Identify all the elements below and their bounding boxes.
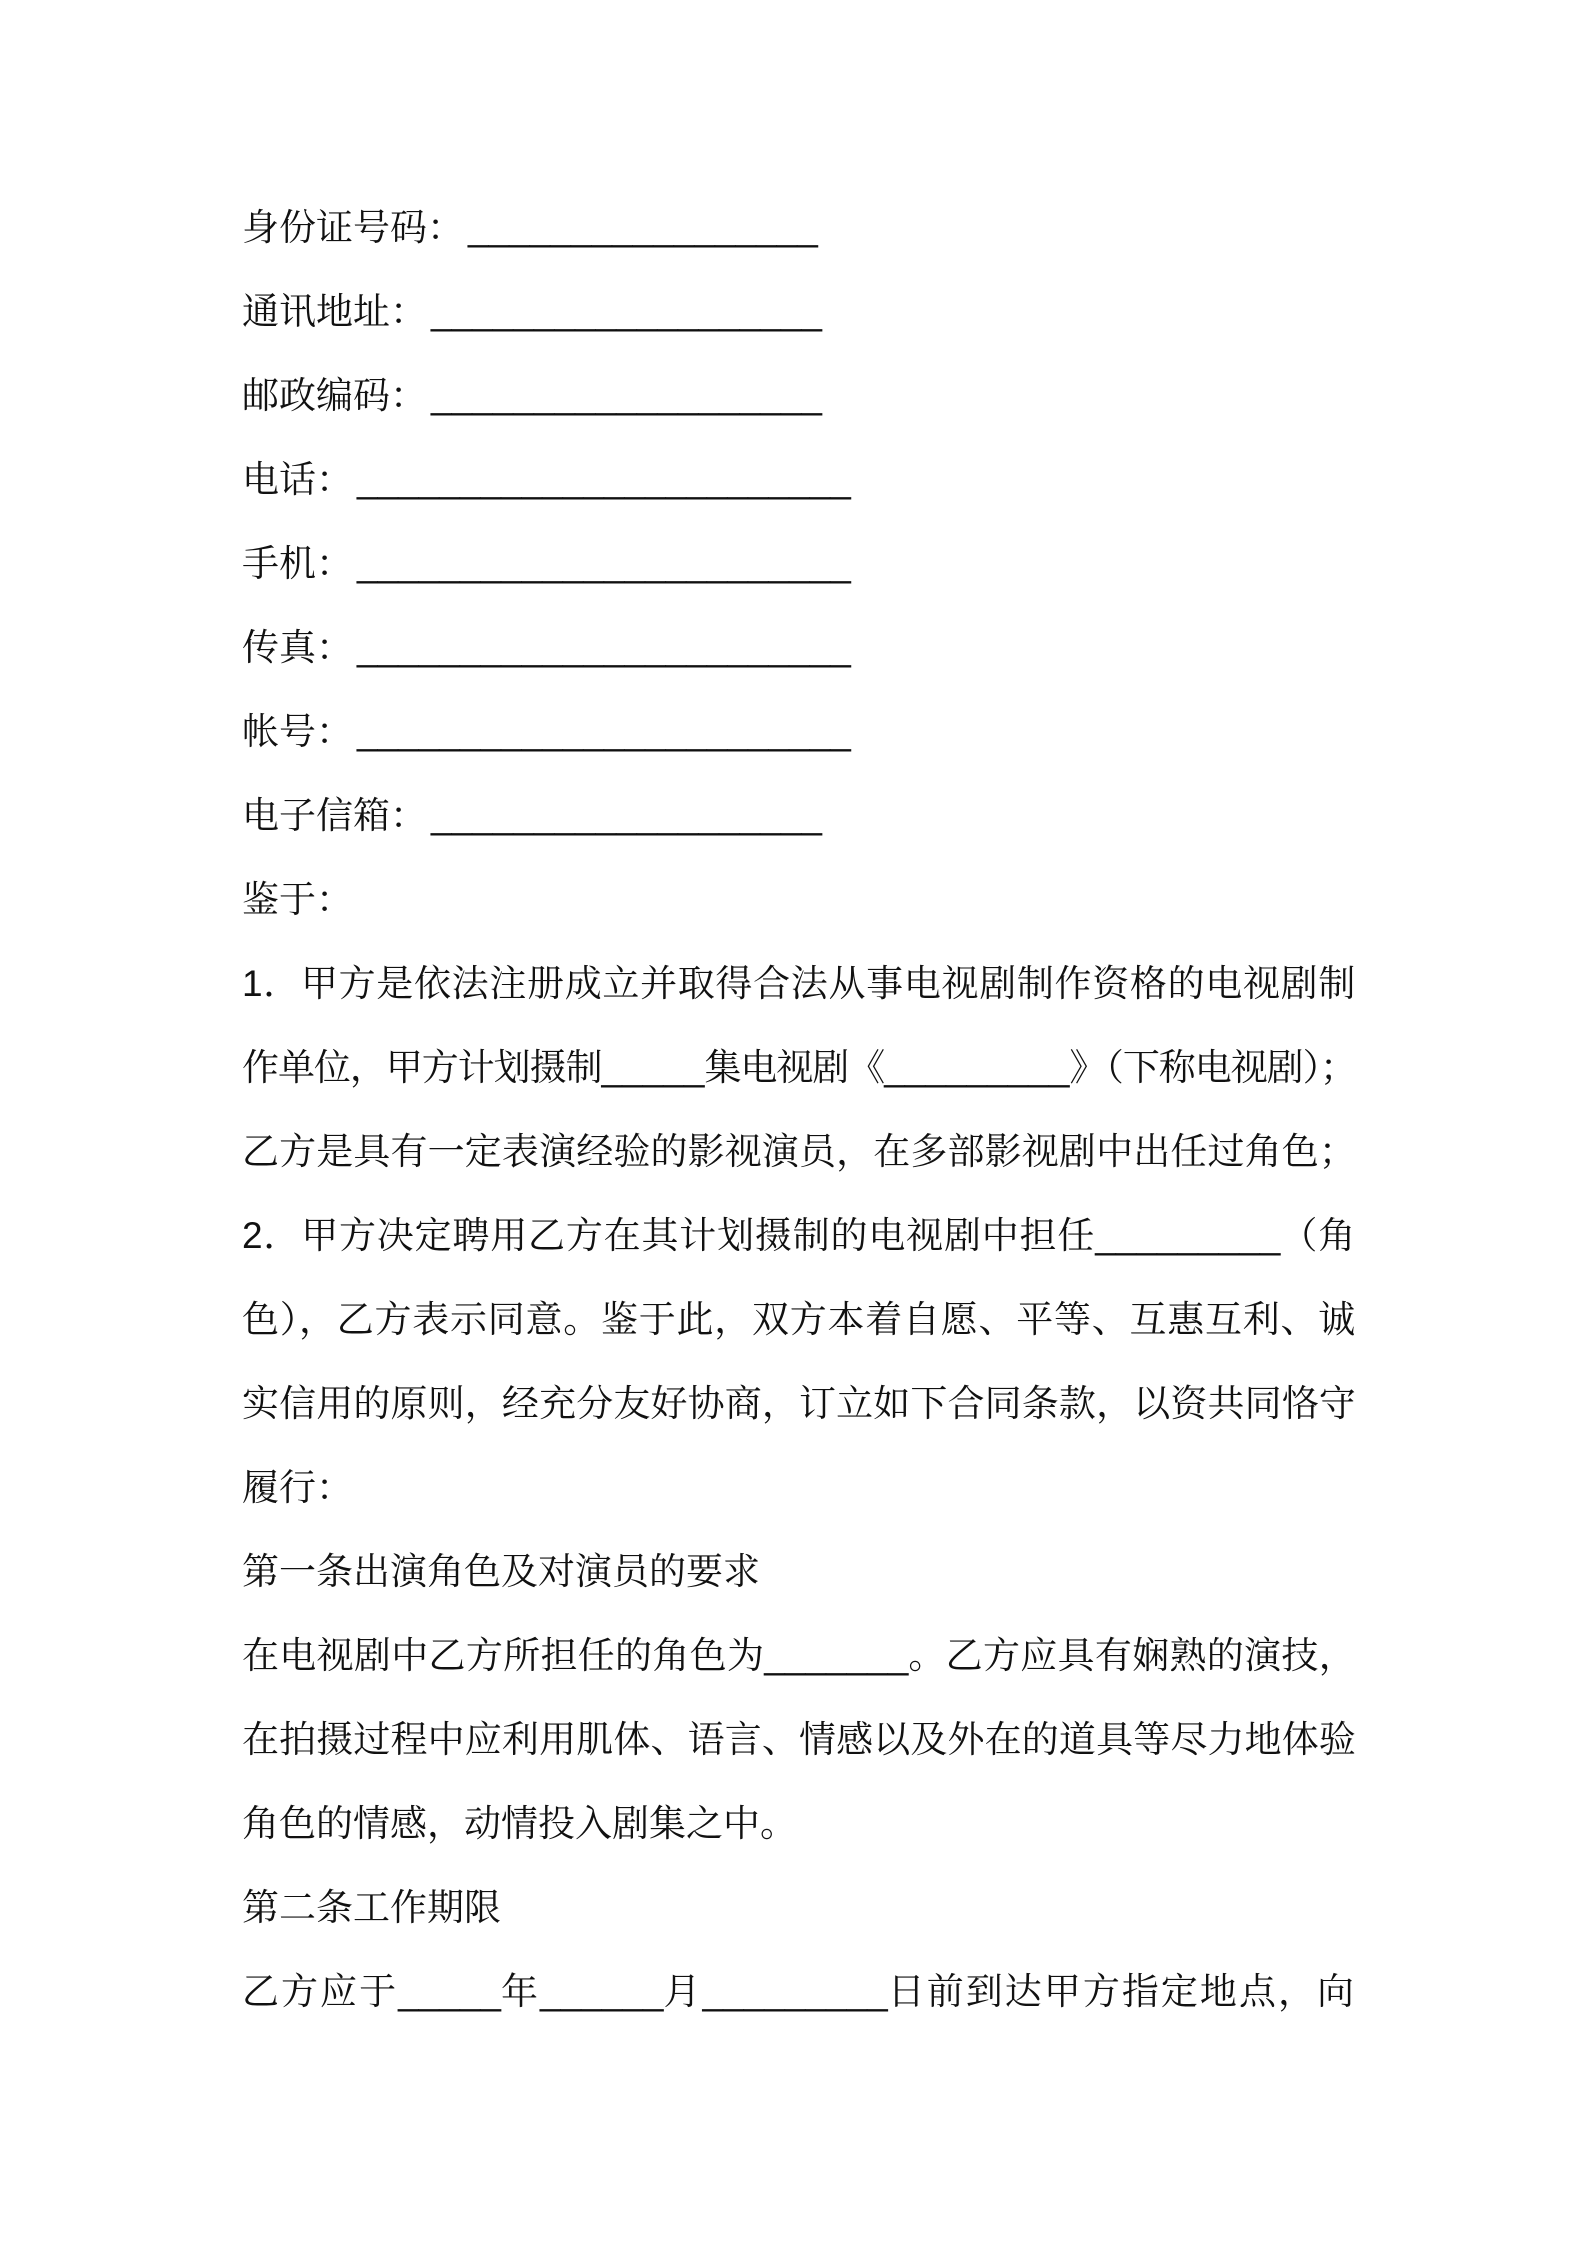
mailing-address-field (242, 270, 1356, 354)
recital-1-line (242, 1026, 1356, 1110)
field-label: 传真： (242, 627, 353, 668)
fill-in-blank: ___________________ (431, 795, 822, 836)
heading-text: 第一条出演角色及对演员的要求 (242, 1551, 760, 1592)
paragraph-text: 2．甲方决定聘用乙方在其计划摄制的电视剧中担任_________（角 (242, 1215, 1357, 1256)
paragraph-text: 1．甲方是依法注册成立并取得合法从事电视剧制作资格的电视剧制 (242, 963, 1356, 1004)
fill-in-blank: ________________________ (357, 459, 851, 500)
id-number-field (242, 186, 1356, 270)
paragraph-text: 角色的情感，动情投入剧集之中。 (242, 1803, 797, 1844)
paragraph-text: 履行： (242, 1467, 353, 1508)
fax-field (242, 606, 1356, 690)
fill-in-blank: _________________ (468, 207, 818, 248)
field-label: 邮政编码： (242, 375, 427, 416)
fill-in-blank: ______ (540, 1971, 664, 2012)
paragraph-text: 实信用的原则，经充分友好协商，订立如下合同条款，以资共同恪守 (242, 1383, 1356, 1424)
article-2-heading (242, 1866, 1356, 1950)
heading-text: 鉴于： (242, 879, 353, 920)
email-field (242, 774, 1356, 858)
field-label: 通讯地址： (242, 291, 427, 332)
recital-1-line (242, 942, 1356, 1026)
fill-in-blank: ___________________ (431, 291, 822, 332)
mobile-field (242, 522, 1356, 606)
fill-in-blank: ___________________ (431, 375, 822, 416)
fill-in-blank: ________________________ (357, 543, 851, 584)
field-label: 手机： (242, 543, 353, 584)
postal-code-field (242, 354, 1356, 438)
contract-body (242, 186, 1356, 2034)
fill-in-blank: _____ (398, 1971, 501, 2012)
fill-in-blank: ________________________ (357, 627, 851, 668)
account-number-field (242, 690, 1356, 774)
paragraph-text: 乙方应于_____年______月_________日前到达甲方指定地点，向 (242, 1971, 1357, 2012)
recital-2-line (242, 1362, 1356, 1446)
phone-field (242, 438, 1356, 522)
heading-text: 第二条工作期限 (242, 1887, 501, 1928)
recital-1-line (242, 1110, 1356, 1194)
field-label: 电话： (242, 459, 353, 500)
fill-in-blank: ________________________ (357, 711, 851, 752)
paragraph-text: 作单位，甲方计划摄制_____集电视剧《_________》（下称电视剧）； (242, 1047, 1357, 1088)
article-2-line (242, 1950, 1356, 2034)
field-label: 电子信箱： (242, 795, 427, 836)
paragraph-text: 色），乙方表示同意。鉴于此，双方本着自愿、平等、互惠互利、诚 (242, 1299, 1356, 1340)
article-1-line (242, 1614, 1356, 1698)
recital-2-line (242, 1278, 1356, 1362)
recitals-heading (242, 858, 1356, 942)
fill-in-blank: _____ (601, 1047, 705, 1088)
field-label: 帐号： (242, 711, 353, 752)
article-1-line (242, 1698, 1356, 1782)
fill-in-blank: _________ (884, 1047, 1070, 1088)
fill-in-blank: _________ (1095, 1215, 1281, 1256)
article-1-line (242, 1782, 1356, 1866)
recital-2-line (242, 1194, 1356, 1278)
fill-in-blank: _________ (702, 1971, 888, 2012)
paragraph-text: 在拍摄过程中应利用肌体、语言、情感以及外在的道具等尽力地体验 (242, 1719, 1356, 1760)
fill-in-blank: _______ (764, 1635, 909, 1676)
field-label: 身份证号码： (242, 207, 464, 248)
recital-2-line (242, 1446, 1356, 1530)
paragraph-text: 乙方是具有一定表演经验的影视演员，在多部影视剧中出任过角色； (242, 1131, 1356, 1172)
article-1-heading (242, 1530, 1356, 1614)
paragraph-text: 在电视剧中乙方所担任的角色为_______。乙方应具有娴熟的演技， (242, 1635, 1357, 1676)
